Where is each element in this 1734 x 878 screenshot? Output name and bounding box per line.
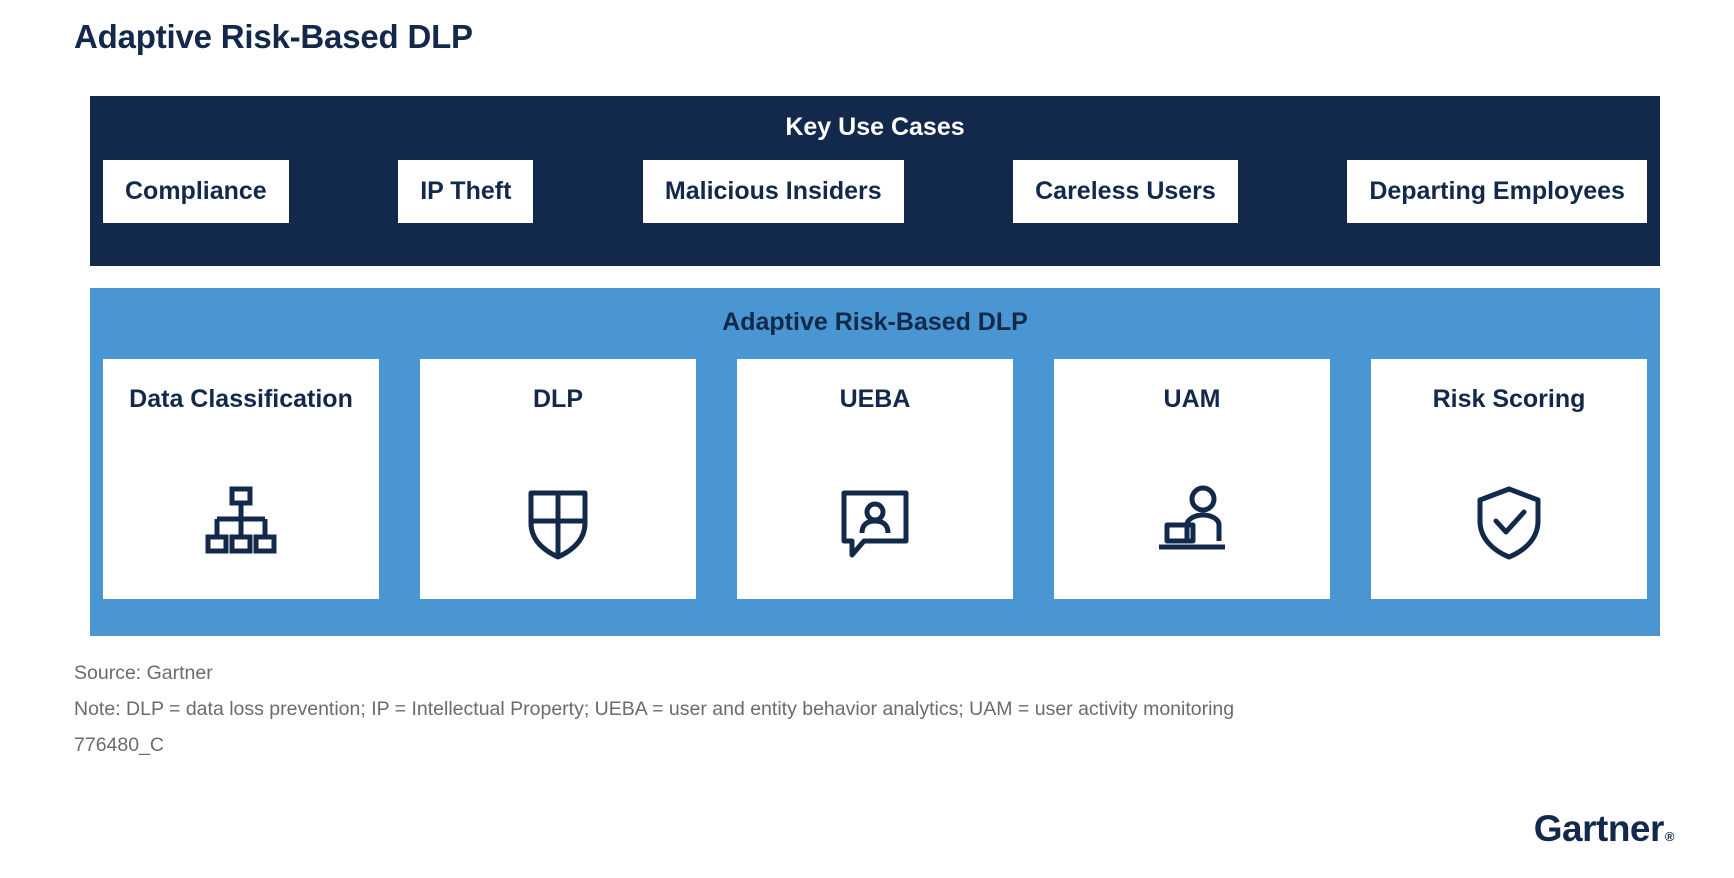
- capability-label: DLP: [533, 385, 583, 413]
- capability-card-ueba: [737, 359, 1013, 599]
- gartner-logo: [1534, 808, 1674, 850]
- capability-label: UEBA: [839, 385, 911, 413]
- gartner-logo-text: Gartner: [1533, 808, 1664, 849]
- adaptive-band-heading: Adaptive Risk-Based DLP: [722, 308, 1028, 336]
- capability-label: Risk Scoring: [1432, 385, 1586, 413]
- shield-grid-icon: [515, 479, 601, 565]
- use-case-chip: Departing Employees: [1347, 160, 1647, 223]
- capability-row: [90, 359, 1660, 599]
- page-title: Adaptive Risk-Based DLP: [74, 18, 473, 55]
- footnote-source: Source: Gartner: [74, 662, 213, 684]
- user-monitor-icon: [1149, 479, 1235, 565]
- capability-card-risk-scoring: [1371, 359, 1647, 599]
- use-case-chip: Careless Users: [1013, 160, 1238, 223]
- footnote-id: 776480_C: [74, 734, 164, 757]
- capability-card-dlp: [420, 359, 696, 599]
- capability-card-data-classification: [103, 359, 379, 599]
- key-use-cases-heading: Key Use Cases: [785, 113, 965, 141]
- user-speech-bubble-icon: [832, 479, 918, 565]
- footnotes: [74, 655, 1574, 763]
- key-use-cases-row: [90, 160, 1660, 223]
- use-case-chip: IP Theft: [398, 160, 533, 223]
- capability-label: Data Classification: [129, 385, 353, 413]
- capability-card-uam: [1054, 359, 1330, 599]
- use-case-chip: Malicious Insiders: [643, 160, 904, 223]
- registered-mark: ®: [1664, 829, 1674, 844]
- adaptive-risk-based-dlp-band: [90, 288, 1660, 636]
- footnote-note: Note: DLP = data loss prevention; IP = Intellectual Property; UEBA = user and entity behavior analytics; UAM = user activity monitoring: [74, 698, 1235, 721]
- org-chart-icon: [198, 479, 284, 565]
- shield-check-icon: [1466, 479, 1552, 565]
- use-case-chip: Compliance: [103, 160, 289, 223]
- key-use-cases-band: [90, 96, 1660, 266]
- capability-label: UAM: [1163, 385, 1221, 413]
